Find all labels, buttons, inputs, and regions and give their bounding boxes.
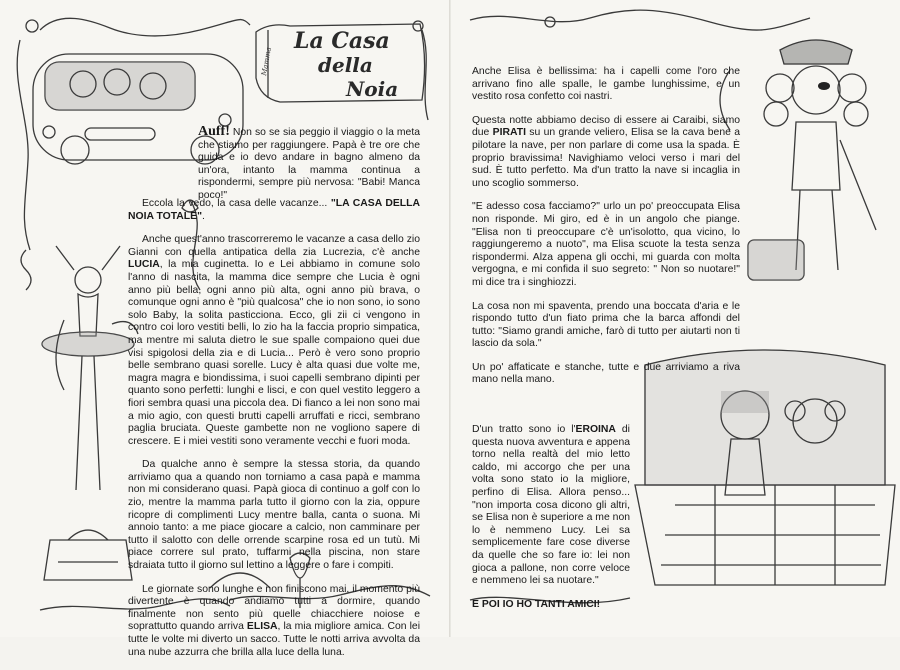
paragraph-lucia xyxy=(128,234,420,448)
paragraph-eroina-text-a: D'un tratto sono io l' xyxy=(472,424,576,435)
paragraph-spaventa xyxy=(472,301,740,351)
eroina-emph: EROINA xyxy=(575,424,616,435)
paragraph-pirati xyxy=(472,115,740,191)
amici-closing-line: E POI IO HO TANTI AMICI! xyxy=(472,598,601,610)
paragraph-auff xyxy=(198,126,420,203)
paragraph-spaventa-text: La cosa non mi spaventa, prendo una boccata d'aria e le rispondo tutto d'un fiato prima che la barca affondi del tutto: "Siamo grandi amiche, farò di tutto per aiutarti non ti lascio da sola." xyxy=(472,300,740,350)
paragraph-casa-end: . xyxy=(202,210,205,222)
title-line-1: La Casa xyxy=(294,28,390,54)
paragraph-lucia-text-b: , la mia cuginetta. Io e Lei abbiamo in comune solo l'anno di nascita, la mamma dice sempre che Lucia è ogni anno più bella, ogni anno più alta, ogni anno più brava, o comunque ogni anno è "più qualcosa" che io non sono, io sono solo Baby, la solita pasticciona. Ecco, gli zii ci vengono in contro coi loro vestiti belli, lo zio ha la faccia proprio simpatica, ma mentre mi saluta dietro le sue spalle compaiono quei due visi spigolosi della zia e di Lucia... Però è vero sono proprio belle sembrano quasi sorelle. Lucy è alta quasi due volte me, magra magra e biondissima, i suoi capelli sembrano dipinti per quanto sono perfetti: lunghi e lisci, e con quel vestito leggero a fiori sembra quasi una piccola dea. Di fianco a lei non sono mai a mio agio, con questi brutti capelli arruffati e ricci, sembrano paglia bruciata. Queste gambette non ne vogliono sapere di crescere. E i miei vestiti sono veramente vecchi e fuori moda. xyxy=(128,259,420,447)
paragraph-lucia-text-a: Anche quest'anno trascorreremo le vacanze a casa dello zio Gianni con quella antipatica della zia Lucrezia, c'è anche xyxy=(128,234,420,258)
paragraph-storia xyxy=(128,459,420,572)
paragraph-storia-text: Da qualche anno è sempre la stessa storia, da quando arriviamo qua a quando non torniamo a casa papà e mamma non mi considerano quasi. Papà gioca di continuo a golf con lo zio, mentre la mamma parla tutto il giorno con la zia, oppure ricopre di complimenti Lucy mentre balla, canta o suona. Mi annoio tanto: a me piace giocare a calcio, non camminare per tutto il salotto con delle orrende scarpine rosa ed un tutù. Mi piace correre sul prato, tuffarmi nella piscina, non stare sdraiata tutto il giorno sul lettino a leggere o fare i compiti. xyxy=(128,459,420,572)
paragraph-adesso-text: "E adesso cosa facciamo?" urlo un po' preoccupata Elisa non risponde. Mi giro, ed è in un angolo che piange. "Elisa non ti preoccupare c'è un'isolotto, qua vicino, lo raggiungeremo a nuoto", ma Elisa scuote la testa senza rispondermi. Alza appena gli occhi, mi guarda con molta vergogna, e mi confida il suo segreto: " Non so nuotare!" mi dice tra i singhiozzi. xyxy=(472,201,740,288)
title-line-3: Noia xyxy=(346,77,399,101)
right-page xyxy=(450,0,900,637)
left-text-col-main xyxy=(128,198,420,670)
paragraph-elisa xyxy=(128,584,420,660)
title-side-caption: Mamma xyxy=(260,46,273,77)
paragraph-casa-text: Eccola la vedo, la casa delle vacanze... xyxy=(142,198,331,209)
title-line-2: della xyxy=(318,53,373,77)
paragraph-auff-text: Non so se sia peggio il viaggio o la meta che stiamo per raggiungere. Papà è tre ore che guida e io devo andare in bagno almeno da un'ora, intanto la mamma continua a rispondermi, sempre più nervosa: "Babi! Manca poco!" xyxy=(198,127,420,201)
paragraph-affaticate xyxy=(472,362,740,387)
paragraph-eroina xyxy=(472,424,630,588)
story-title xyxy=(250,18,430,106)
lucia-emph: LUCIA xyxy=(128,259,160,271)
paragraph-bellissima xyxy=(472,66,740,104)
paragraph-pirati-text-b: su un grande veliero, Elisa se la cava bene a pilotare la nave, per non parlare di come usa la spada. È proprio bravissima! Navighiamo veloci verso i mari del sud. È tutto perfetto. Ma d'un tratto la nave si incaglia in uno scoglio sommerso. xyxy=(472,127,740,189)
paragraph-casa xyxy=(128,198,420,223)
casa-della-noia-emph: "LA CASA DELLA NOIA TOTALE" xyxy=(128,198,420,222)
pirate-girl-illustration xyxy=(740,30,890,300)
paragraph-eroina-text-b: di questa nuova avventura e appena torno nella realtà del mio letto caldo, mi accorgo che per una volta sono stato io la migliore, perfino di Elisa. Allora penso... "non importa cosa dicono gli altri, se Elisa non è superiore a me non lo è nemmeno Lucy. Lei sa semplicemente fare cose diverse da quelle che so fare io: lei non gioca a pallone, non corre veloce e nemmeno lei sa nuotare." xyxy=(472,424,630,587)
paragraph-affaticate-text: Un po' affaticate e stanche, tutte e due arriviamo a riva mano nella mano. xyxy=(472,361,740,386)
paragraph-amici xyxy=(472,599,630,612)
paragraph-elisa-text-b: , la mia migliore amica. Con lei tutte le volte mi diverto un sacco. Tutte le notti arriva avvolta da una nube azzurra che brilla alla luce della luna. xyxy=(128,621,420,658)
paragraph-pirati-text-a: Questa notte abbiamo deciso di essere ai Caraibi, siamo due xyxy=(472,114,740,139)
elisa-emph: ELISA xyxy=(246,621,278,633)
auff-word: Auff! xyxy=(198,124,230,139)
paragraph-elisa-text-a: Le giornate sono lunghe e non finiscono mai, il momento più divertente è quando andiamo tutti a dormire, quando finalmente non sento più quelle chiacchiere noiose e soprattutto quando arriva xyxy=(128,583,420,633)
right-text-col-top xyxy=(472,66,740,398)
title-text-block xyxy=(250,18,430,106)
pirati-emph: PIRATI xyxy=(492,127,526,139)
paragraph-adesso xyxy=(472,201,740,289)
paragraph-bellissima-text: Anche Elisa è bellissima: ha i capelli come l'oro che arrivano fino alle spalle, le gambe lunghissime, e un vestito rosa confetto coi nastri. xyxy=(472,66,740,103)
left-page xyxy=(0,0,450,658)
right-text-col-bottom xyxy=(472,424,630,622)
